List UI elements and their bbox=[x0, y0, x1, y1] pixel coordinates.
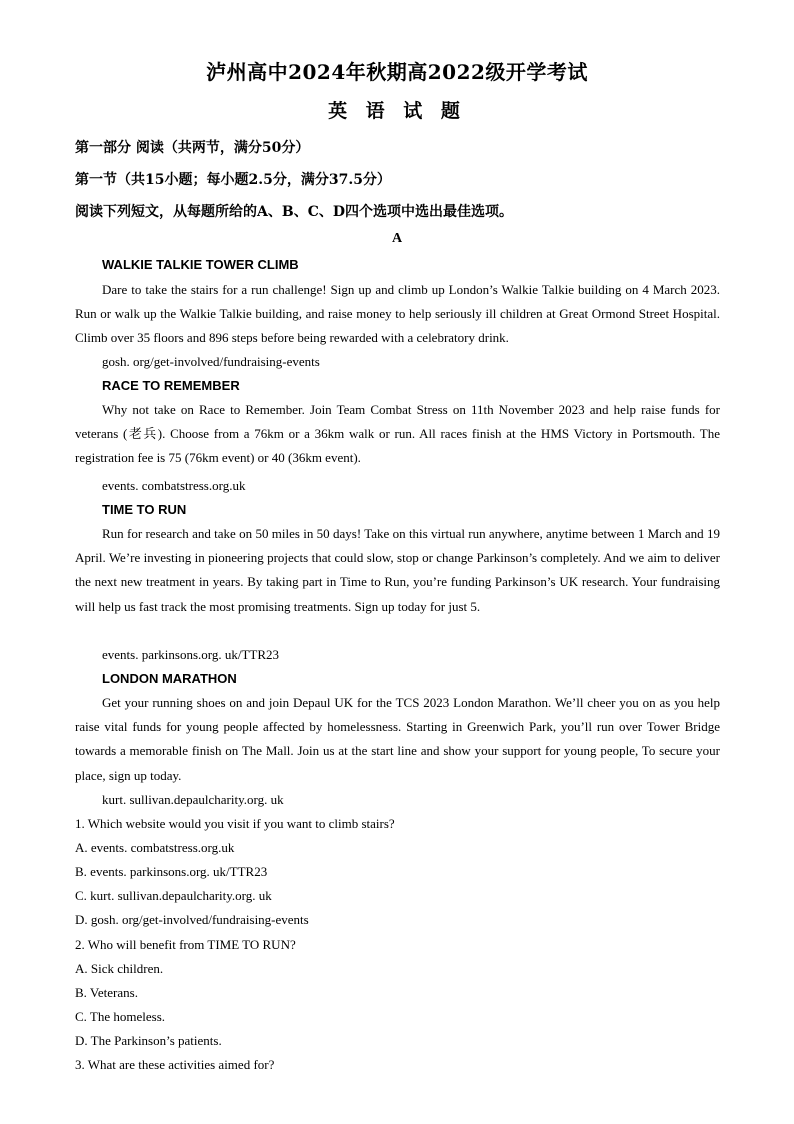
question-stem: 2. Who will benefit from TIME TO RUN? bbox=[75, 937, 296, 952]
event-body: Why not take on Race to Remember. Join Team Combat Stress on 11th November 2023 and help raise funds for veterans (老兵). Choose from a 76km or a 36km walk or run. All races finish at the HMS Victory in Portsmouth. The registration fee is 75 (76km event) or 40 (36km event). bbox=[75, 402, 720, 466]
answer-option: B. events. parkinsons.org. uk/TTR23 bbox=[75, 864, 268, 879]
directions: 阅读下列短文，从每题所给的A、B、C、D四个选项中选出最佳选项。 bbox=[75, 204, 513, 220]
event-url: gosh. org/get-involved/fundraising-events bbox=[102, 354, 320, 369]
part-heading: 第一部分 阅读（共两节，满分50分） bbox=[75, 140, 310, 156]
answer-option: C. The homeless. bbox=[75, 1009, 166, 1024]
answer-option: C. kurt. sullivan.depaulcharity.org. uk bbox=[75, 888, 272, 903]
event-url: events. combatstress.org.uk bbox=[102, 478, 246, 493]
event-body: Run for research and take on 50 miles in 50 days! Take on this virtual run anywhere, anytime between 1 March and 19 April. We’re investing in pioneering projects that could slow, stop or change Parkinson’s completely. And we aim to deliver the next new treatment in years. By taking part in Time to Run, you’re funding Parkinson’s UK research. Your fundraising will help us fast track the most promising treatments. Sign up today for just 5. bbox=[75, 526, 720, 614]
answer-option: B. Veterans. bbox=[75, 985, 138, 1000]
event-heading: WALKIE TALKIE TOWER CLIMB bbox=[102, 257, 299, 272]
answer-option: A. Sick children. bbox=[75, 961, 164, 976]
exam-subtitle: 英 语 试 题 bbox=[328, 100, 466, 122]
event-url: kurt. sullivan.depaulcharity.org. uk bbox=[102, 792, 284, 807]
event-heading: LONDON MARATHON bbox=[102, 671, 237, 686]
answer-option: D. The Parkinson’s patients. bbox=[75, 1033, 222, 1048]
answer-option: A. events. combatstress.org.uk bbox=[75, 840, 235, 855]
event-heading: RACE TO REMEMBER bbox=[102, 378, 240, 393]
event-body: Get your running shoes on and join Depaul UK for the TCS 2023 London Marathon. We’ll cheer you on as you help raise vital funds for young people affected by homelessness. Starting in Greenwich Park, you’ll run over Tower Bridge towards a memorable finish on The Mall. Join us at the start line and show your support for young people, To secure your place, sign up today. bbox=[75, 695, 720, 783]
section-heading: 第一节（共15小题；每小题2.5分，满分37.5分） bbox=[75, 172, 391, 188]
passage-letter: A bbox=[391, 231, 403, 246]
event-heading: TIME TO RUN bbox=[102, 502, 187, 517]
answer-option: D. gosh. org/get-involved/fundraising-events bbox=[75, 912, 309, 927]
event-body: Dare to take the stairs for a run challenge! Sign up and climb up London’s Walkie Talkie building on 4 March 2023. Run or walk up the Walkie Talkie building, and raise money to help seriously ill children at Great Ormond Street Hospital. Climb over 35 floors and 896 steps before being rewarded with a celebratory drink. bbox=[75, 282, 720, 346]
exam-title: 泸州高中2024年秋期高2022级开学考试 bbox=[206, 60, 588, 84]
question-stem: 3. What are these activities aimed for? bbox=[75, 1057, 275, 1072]
question-stem: 1. Which website would you visit if you want to climb stairs? bbox=[75, 816, 395, 831]
event-url: events. parkinsons.org. uk/TTR23 bbox=[102, 647, 280, 662]
